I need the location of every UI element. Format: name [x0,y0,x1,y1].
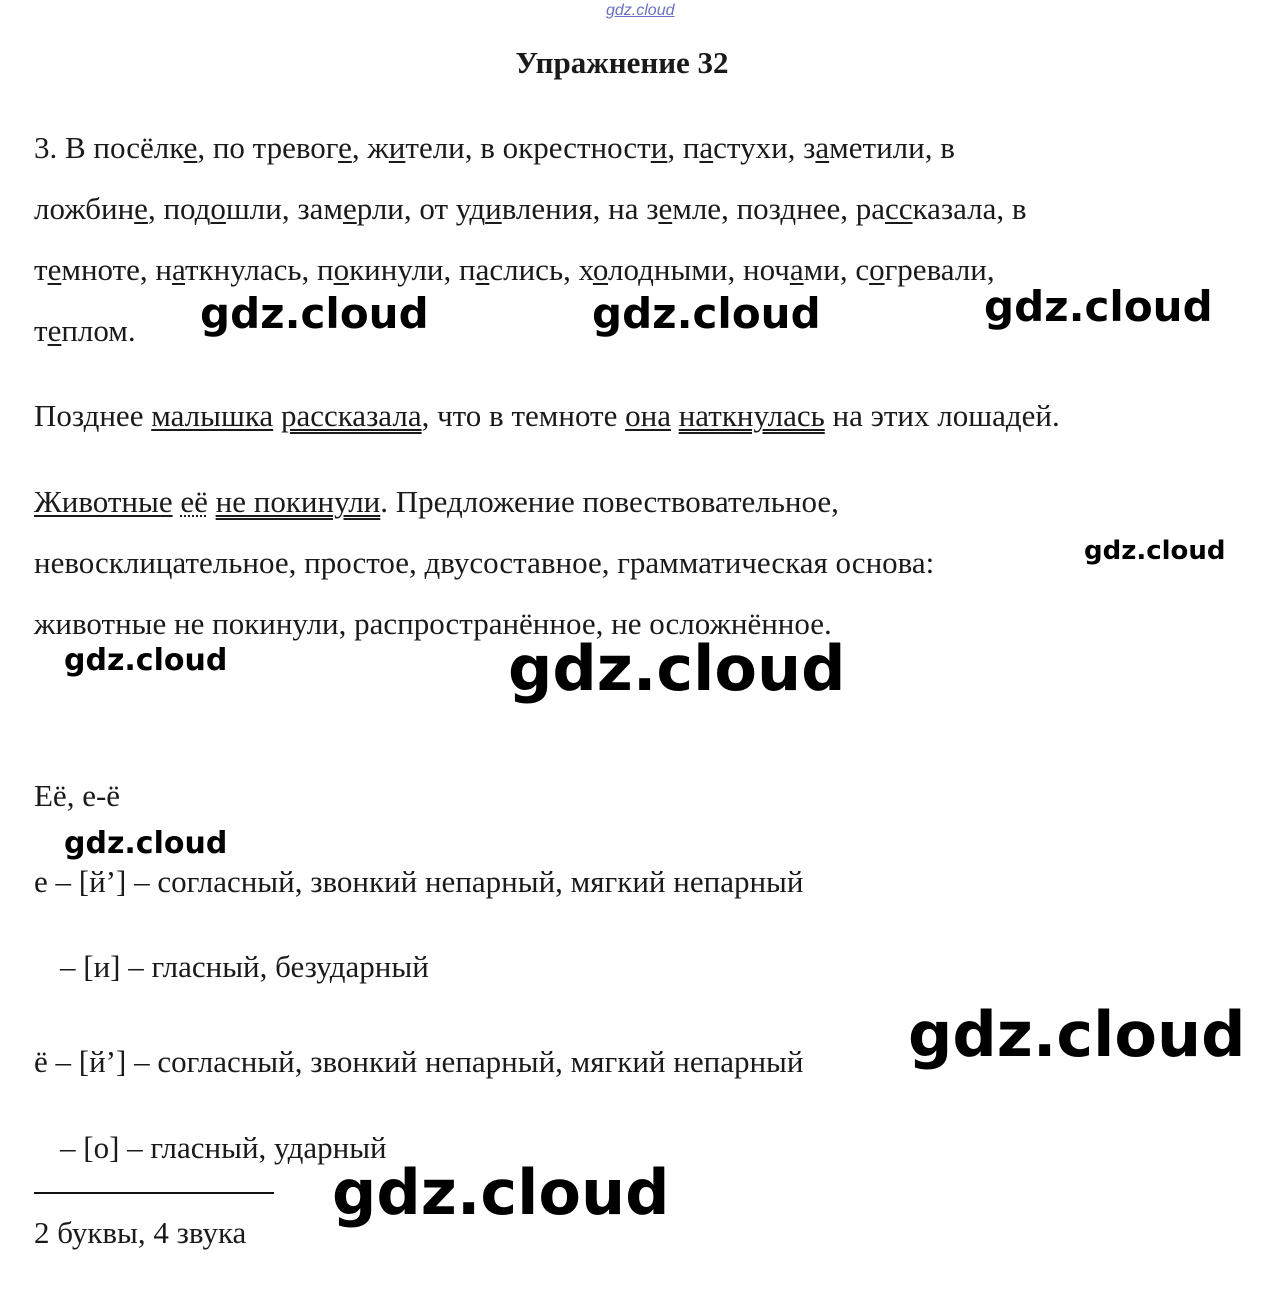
underlined-segment: и [650,130,668,165]
watermark-top-link[interactable]: gdz.cloud [606,2,675,19]
underlined-segment: а [172,252,185,287]
text-segment: шли, зам [225,191,343,226]
underlined-segment: о [210,191,226,226]
underlined-segment: о [592,252,608,287]
text-segment: плом. [61,313,136,348]
text-segment: , по тревог [197,130,339,165]
text-segment: т [34,313,48,348]
underlined-segment: а [475,252,490,287]
paragraph-1-line-3 [34,254,995,285]
page-title: Упражнение 32 [515,45,729,80]
text-segment: ми, с [803,252,870,287]
text-segment: стухи, з [713,130,816,165]
watermark: gdz.cloud [592,289,821,338]
text-segment: гревали, [884,252,995,287]
text-segment [273,398,281,433]
underlined-segment: е [342,191,357,226]
watermark: gdz.cloud [1084,536,1226,566]
text-segment: на этих лошадей. [824,398,1060,433]
phonetic-e-vowel: – [и] – гласный, безударный [60,949,429,984]
paragraph-1-line-1 [34,132,955,163]
watermark: gdz.cloud [200,289,429,338]
text-segment: мле, поз [672,191,781,226]
text-segment: мноте, н [61,252,173,287]
watermark: gdz.cloud [908,998,1246,1071]
text-segment: лодными, ноч [608,252,790,287]
text-segment: . Предложение повествовательное, [380,484,839,519]
text-segment: метили, в [829,130,955,165]
underlined-segment: её [180,484,208,519]
underlined-segment: о [333,252,350,287]
underlined-segment: д [780,191,797,226]
paragraph-1-line-2 [34,193,1027,224]
underlined-segment: не покинули [215,484,381,519]
text-segment: Позднее [34,398,152,433]
watermark: gdz.cloud [64,826,228,861]
text-segment: 3. В посёлк [34,130,184,165]
phonetic-e-consonant: е – [й’] – согласный, звонкий непарный, мягкий непарный [34,864,804,899]
underlined-segment: и [388,130,406,165]
text-segment [671,398,679,433]
phonetic-summary: 2 буквы, 4 звука [34,1215,247,1250]
text-segment: т [34,252,48,287]
watermark: gdz.cloud [984,282,1213,331]
text-segment: ткнулась, п [185,252,334,287]
text-segment: кинули, п [349,252,476,287]
text-segment: тели, в окрестност [405,130,651,165]
text-segment: казала, в [912,191,1027,226]
underlined-segment: Животные [34,484,173,519]
sentence-2-line-1 [34,486,839,517]
phonetic-yo-consonant: ё – [й’] – согласный, звонкий непарный, мягкий непарный [34,1044,804,1079]
underlined-segment: е [338,130,352,165]
text-segment [208,484,216,519]
underlined-segment: е [134,191,148,226]
underlined-segment: а [815,130,830,165]
text-segment: , под [147,191,211,226]
sentence-1 [34,400,1060,431]
text-segment: , что в темноте [421,398,626,433]
text-segment: слись, х [489,252,593,287]
underlined-segment: рассказала [280,398,422,433]
watermark: gdz.cloud [64,643,228,678]
underlined-segment: е [658,191,673,226]
text-segment: вления, на з [501,191,659,226]
text-segment: , п [667,130,700,165]
underlined-segment: сс [885,191,913,226]
watermark: gdz.cloud [508,632,846,705]
underlined-segment: е [183,130,198,165]
text-segment: ложбин [34,191,135,226]
phonetic-yo-vowel: – [о] – гласный, ударный [60,1130,387,1165]
underlined-segment: о [869,252,885,287]
sentence-2-line-2: невосклицательное, простое, двусоставное, грамматическая основа: [34,545,935,580]
underlined-segment: е [47,252,62,287]
underlined-segment: она [625,398,671,433]
sentence-2-line-3: животные не покинули, распространённое, не осложнённое. [34,606,832,641]
text-segment: нее, ра [796,191,885,226]
summary-divider [34,1192,274,1194]
underlined-segment: а [699,130,714,165]
underlined-segment: а [789,252,804,287]
text-segment: рли, от уд [356,191,486,226]
underlined-segment: е [47,313,62,348]
underlined-segment: и [485,191,502,226]
paragraph-1-line-4 [34,315,136,346]
phonetic-word: Её, е-ё [34,778,121,813]
text-segment: , ж [351,130,389,165]
underlined-segment: малышка [151,398,274,433]
watermark: gdz.cloud [332,1156,670,1229]
underlined-segment: наткнулась [678,398,825,433]
